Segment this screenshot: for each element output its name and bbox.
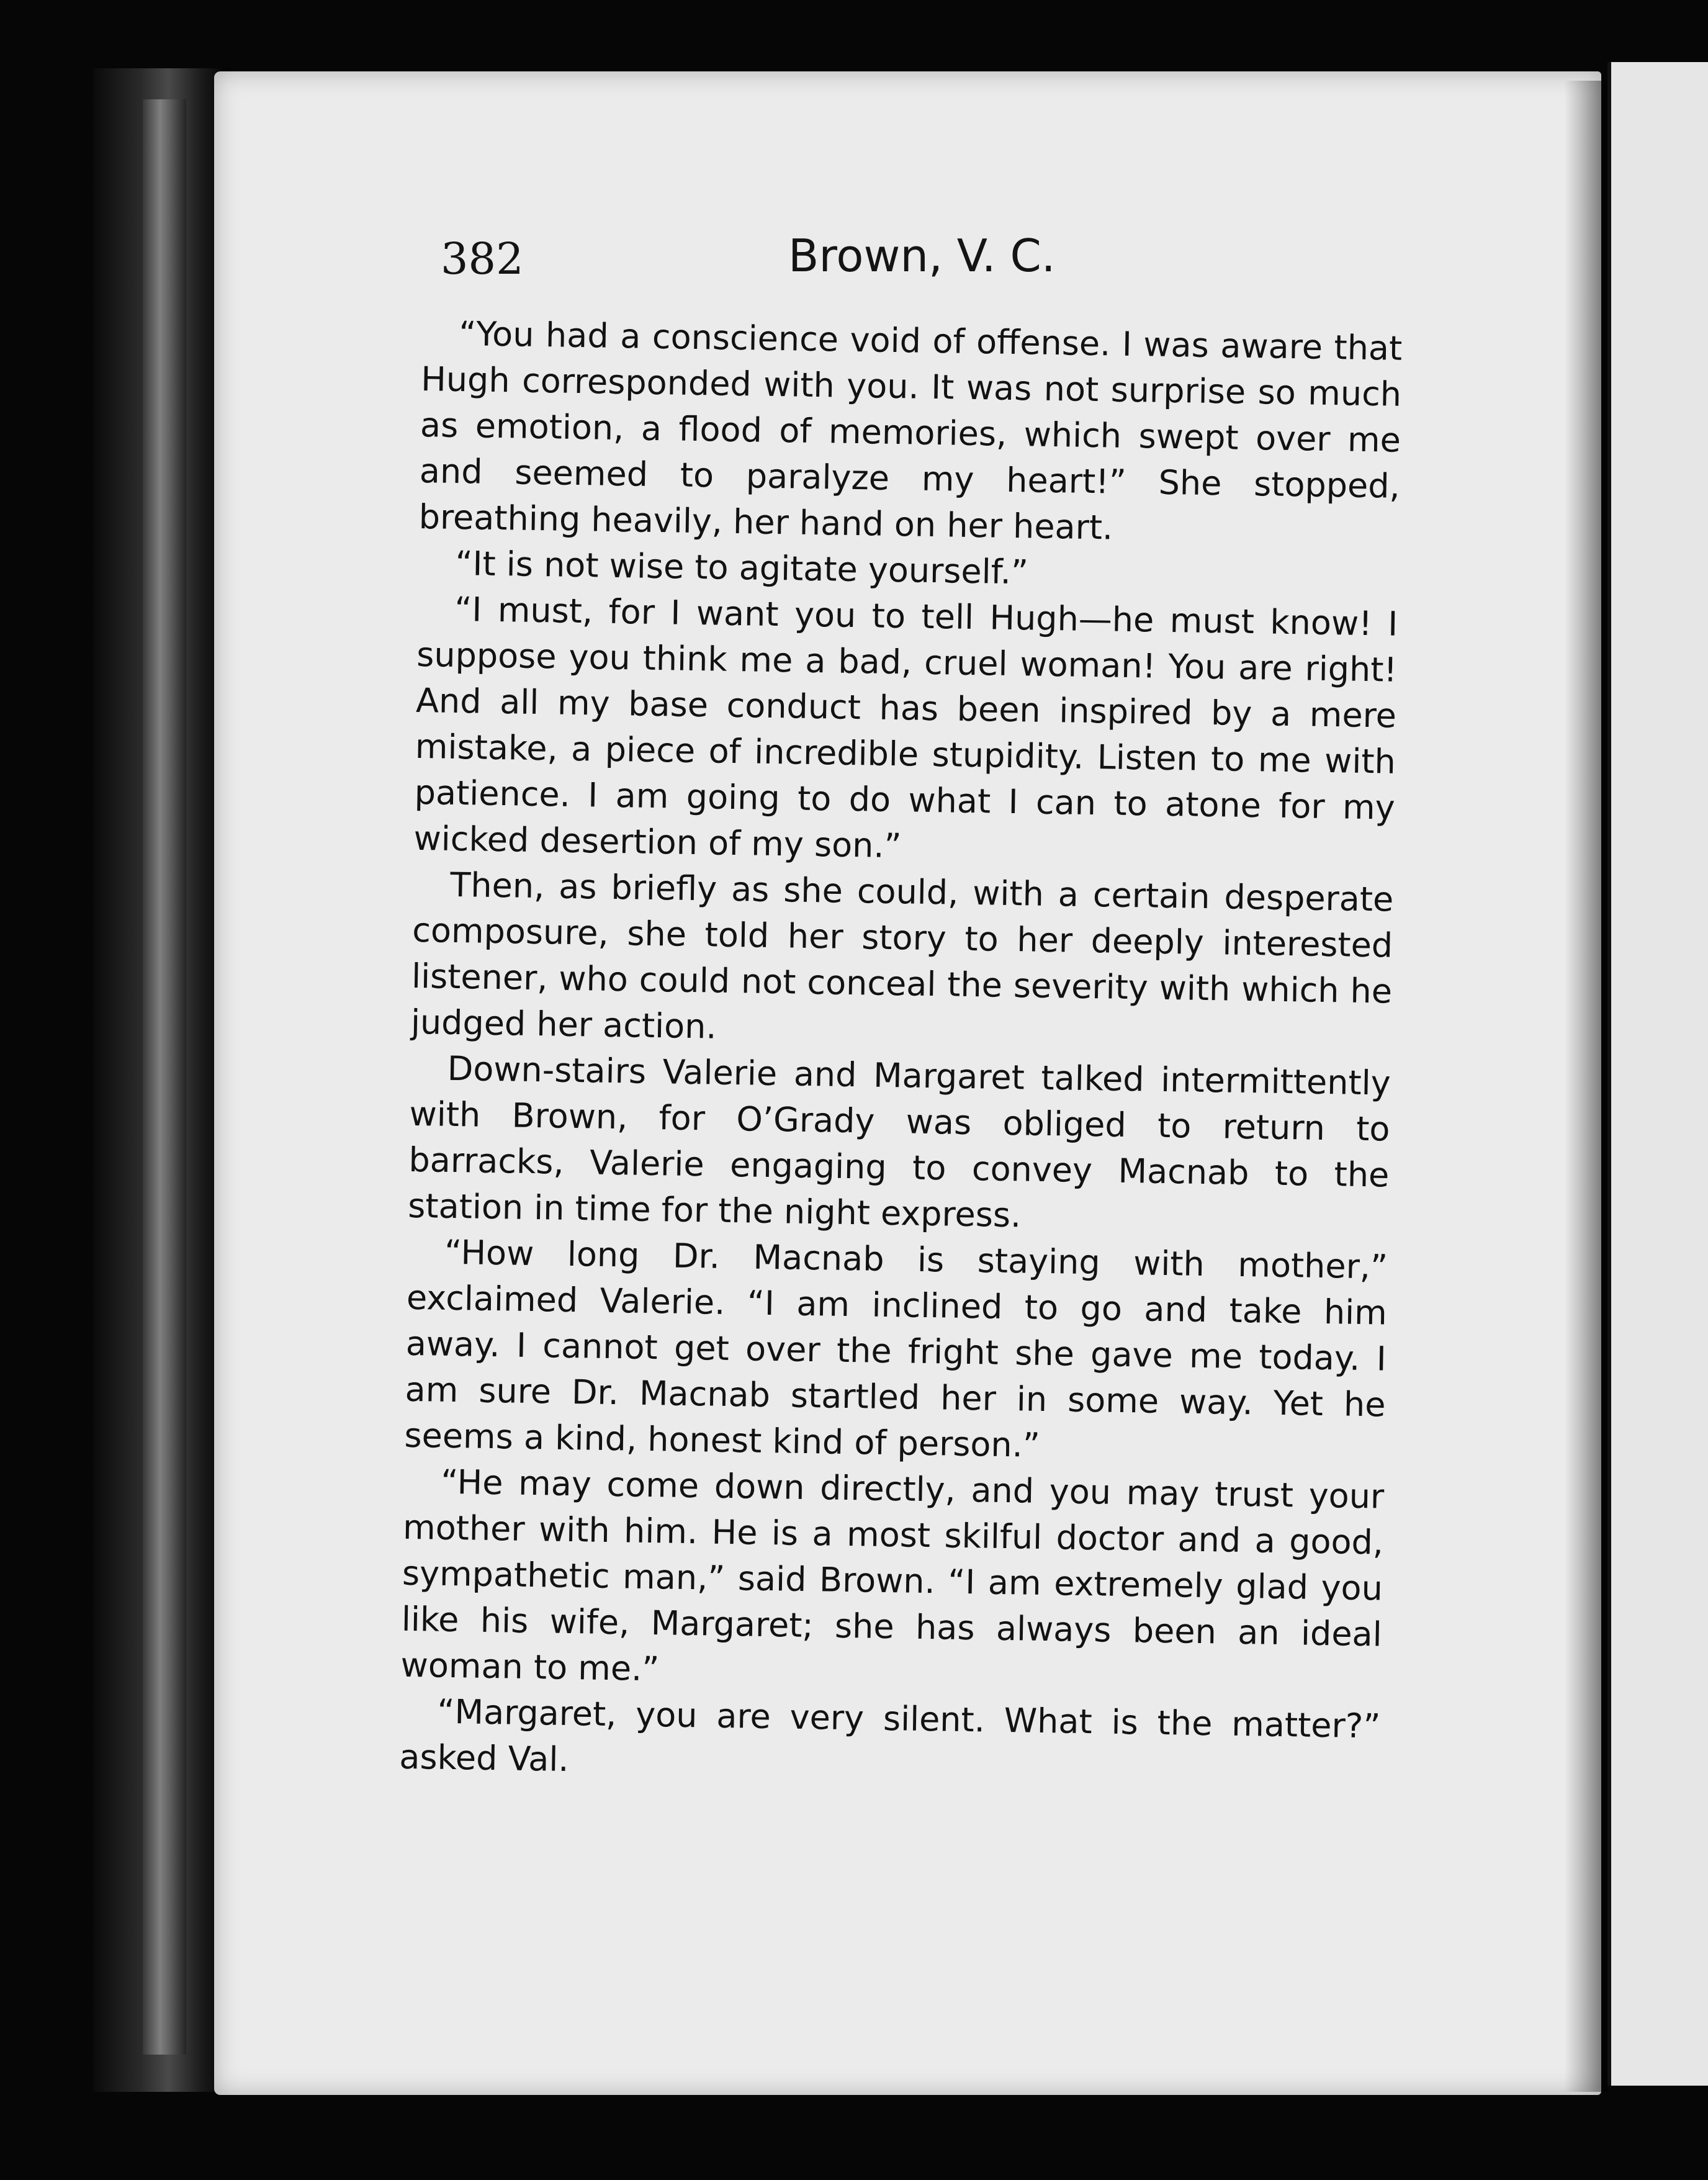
paragraph: “You had a conscience void of offense. I was aware that Hugh corresponded with you. It was not surprise so much as emotion, a flood of memories, which swept over me and seemed to paralyze my heart!” She stopped, breathing heavily, her hand on her heart. [418,313,1403,547]
facing-page-edge [1607,62,1708,2086]
running-title: Brown, V. C. [788,230,1056,282]
page-header [441,230,1421,304]
page-number: 382 [441,233,524,284]
page-body [399,310,1403,1796]
paragraph: “He may come down directly, and you may trust your mother with him. He is a most skilful doctor and a good, sympathetic man,” said Brown. “I am extremely glad you like his wife, Margaret; she has always been an ideal woman to me.” [400,1462,1385,1689]
paragraph: “How long Dr. Macnab is staying with mother,” exclaimed Valerie. “I am inclined to go and take him away. I cannot get over the fright she gave me today. I am sure Dr. Macnab startled her in some way. Yet he seems a kind, honest kind of person.” [404,1232,1388,1465]
paragraph: “It is not wise to agitate yourself.” [455,543,1029,592]
paragraph: Down-stairs Valerie and Margaret talked intermittently with Brown, for O’Grady was obliged to return to barracks, Valerie engaging to convey Macnab to the station in time for the night express. [407,1048,1391,1235]
paragraph: “I must, for I want you to tell Hugh—he must know! I suppose you think me a bad, cruel woman! You are right! And all my base conduct has been inspired by a mere mistake, a piece of incredible stupidity. Listen to me with patience. I am going to do what I can to atone for my wicked desertion of my son.” [413,589,1398,866]
paragraph: Then, as briefly as she could, with a certain desperate composure, she told her story to her deeply interested listener, who could not conceal the severity with which he judged her action. [410,865,1394,1047]
page-edges [143,99,186,2055]
gutter-shadow [1564,81,1607,2092]
paragraph: “Margaret, you are very silent. What is the matter?” asked Val. [398,1691,1381,1780]
